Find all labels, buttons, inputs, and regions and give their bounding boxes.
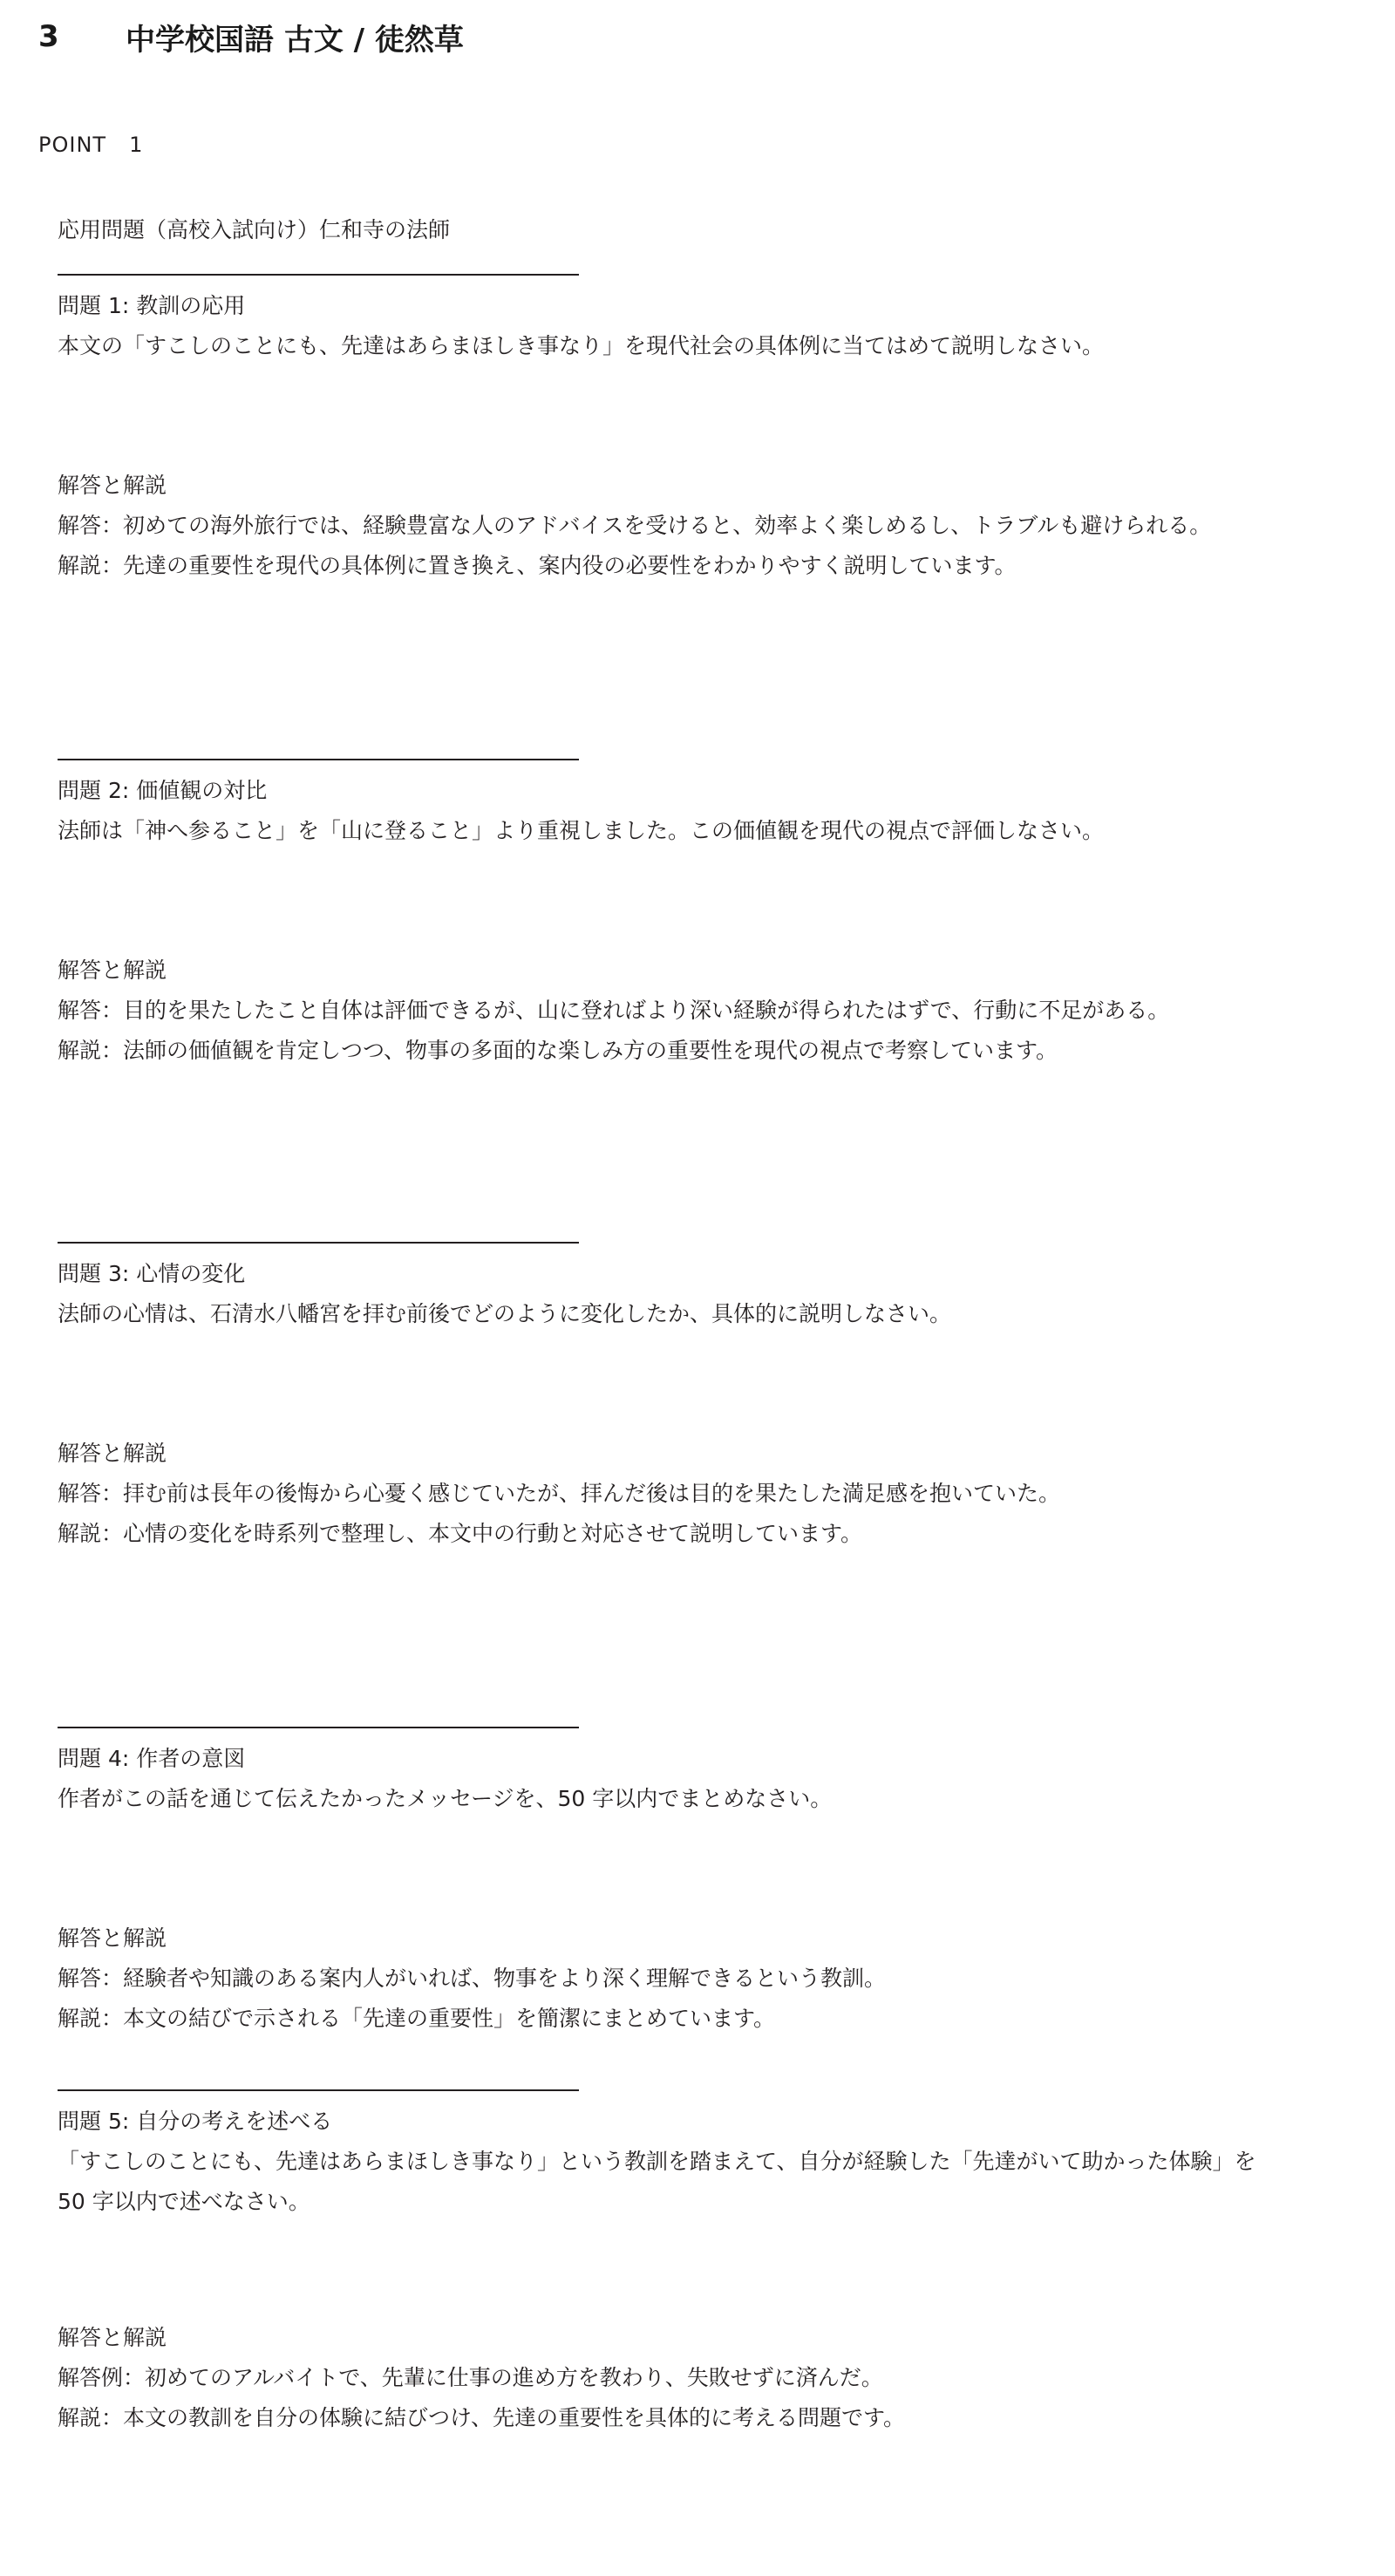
question-block-1: [58, 274, 1348, 586]
point-label-text: POINT: [38, 133, 107, 157]
question-heading: 問題 5: 自分の考えを述べる: [58, 2109, 333, 2134]
answer-text: 解答例：初めてのアルバイトで、先輩に仕事の進め方を教わり、失敗せずに済んだ。: [58, 2365, 883, 2390]
question-block-4: [58, 1727, 1348, 2039]
question-prompt-line-2: 50 字以内で述べなさい。: [58, 2189, 310, 2214]
answer-text: 解答：経験者や知識のある案内人がいれば、物事をより深く理解できるという教訓。: [58, 1966, 887, 1991]
explanation-text: 解説：本文の教訓を自分の体験に結びつけ、先達の重要性を具体的に考える問題です。: [58, 2405, 906, 2430]
answer-heading: 解答と解説: [58, 1441, 167, 1466]
question-heading: 問題 3: 心情の変化: [58, 1261, 246, 1286]
chapter-number: 3: [38, 19, 59, 54]
answer-text: 解答：目的を果たしたこと自体は評価できるが、山に登ればより深い経験が得られたはずで、行動に不足がある。: [58, 998, 1170, 1023]
question-block-2: [58, 759, 1348, 1071]
divider: [58, 759, 579, 760]
question-prompt: 法師は「神へ参ること」を「山に登ること」より重視しました。この価値観を現代の視点で評価しなさい。: [58, 818, 1105, 843]
question-prompt-line-1: 「すこしのことにも、先達はあらまほしき事なり」という教訓を踏まえて、自分が経験した「先達がいて助かった体験」を: [58, 2149, 1256, 2174]
explanation-text: 解説：心情の変化を時系列で整理し、本文中の行動と対応させて説明しています。: [58, 1521, 863, 1546]
explanation-text: 解説：本文の結びで示される「先達の重要性」を簡潔にまとめています。: [58, 2006, 776, 2031]
point-label: [38, 133, 143, 157]
answer-heading: 解答と解説: [58, 957, 167, 983]
page-header: [38, 12, 464, 61]
answer-heading: 解答と解説: [58, 2325, 167, 2350]
answer-heading: 解答と解説: [58, 473, 167, 498]
answer-heading: 解答と解説: [58, 1925, 167, 1951]
question-heading: 問題 4: 作者の意図: [58, 1746, 246, 1771]
question-heading: 問題 2: 価値観の対比: [58, 778, 268, 803]
point-number: 1: [129, 133, 144, 157]
question-prompt: 本文の「すこしのことにも、先達はあらまほしき事なり」を現代社会の具体例に当てはめて説明しなさい。: [58, 333, 1105, 358]
question-block-5: [58, 2089, 1348, 2438]
explanation-text: 解説：法師の価値観を肯定しつつ、物事の多面的な楽しみ方の重要性を現代の視点で考察しています。: [58, 1038, 1058, 1063]
question-prompt: 法師の心情は、石清水八幡宮を拝む前後でどのように変化したか、具体的に説明しなさい。: [58, 1301, 952, 1326]
answer-text: 解答：初めての海外旅行では、経験豊富な人のアドバイスを受けると、効率よく楽しめるし、トラブルも避けられる。: [58, 513, 1212, 538]
divider: [58, 1727, 579, 1728]
question-heading: 問題 1: 教訓の応用: [58, 293, 246, 318]
section-title: 応用問題（高校入試向け）仁和寺の法師: [58, 217, 451, 242]
divider: [58, 1242, 579, 1244]
divider: [58, 274, 579, 276]
explanation-text: 解説：先達の重要性を現代の具体例に置き換え、案内役の必要性をわかりやすく説明しています。: [58, 553, 1017, 578]
divider: [58, 2089, 579, 2091]
question-block-3: [58, 1242, 1348, 1554]
answer-text: 解答：拝む前は長年の後悔から心憂く感じていたが、拝んだ後は目的を果たした満足感を抱いていた。: [58, 1481, 1061, 1506]
page-title: 中学校国語 古文 / 徒然草: [126, 22, 464, 58]
question-prompt: 作者がこの話を通じて伝えたかったメッセージを、50 字以内でまとめなさい。: [58, 1786, 833, 1811]
